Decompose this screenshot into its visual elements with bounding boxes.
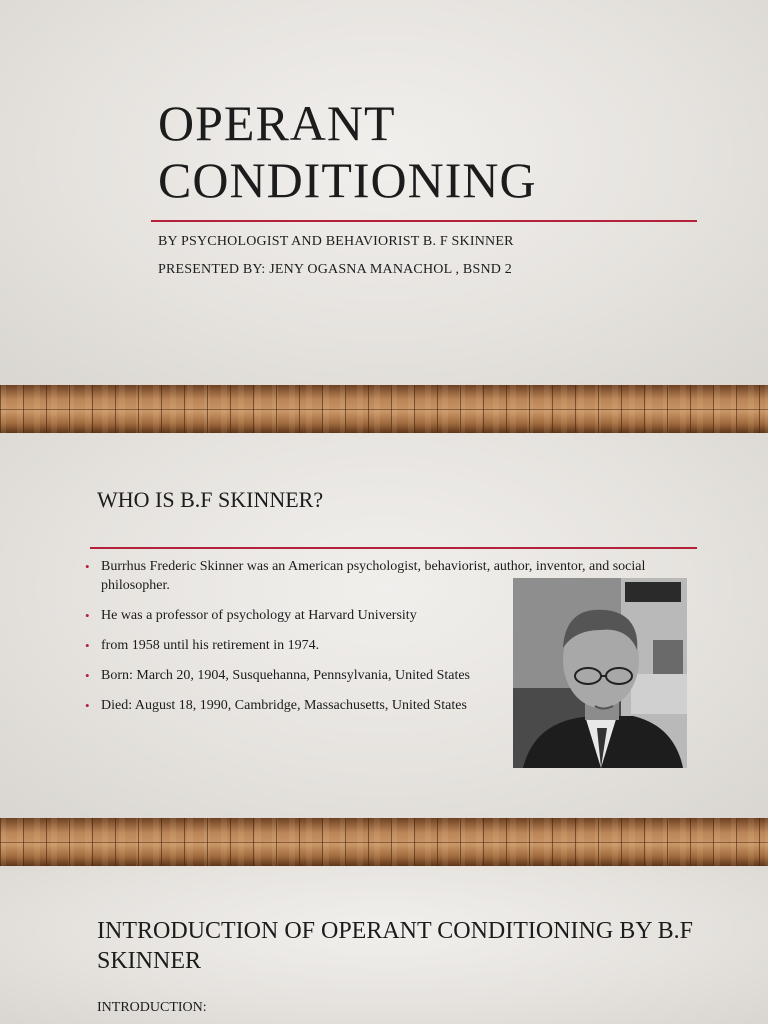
- title-slide: [0, 0, 768, 385]
- title-line-1: OPERANT: [158, 95, 396, 151]
- bullet-icon: •: [85, 638, 90, 653]
- title-divider: [90, 547, 697, 549]
- wood-floor-divider: [0, 385, 768, 433]
- subtitle-presenter: PRESENTED BY: JENY OGASNA MANACHOL , BSND 2: [158, 262, 512, 277]
- intro-label: INTRODUCTION:: [97, 1000, 207, 1015]
- intro-slide: [0, 866, 768, 1024]
- portrait-photo: [513, 578, 687, 768]
- bullet-icon: •: [85, 559, 90, 574]
- bullet-text: He was a professor of psychology at Harvard University: [101, 608, 417, 623]
- bio-slide: [0, 433, 768, 818]
- title-divider: [151, 220, 697, 222]
- slide-title: [158, 95, 537, 209]
- bullet-text: Died: August 18, 1990, Cambridge, Massachusetts, United States: [101, 698, 467, 713]
- bullet-text: from 1958 until his retirement in 1974.: [101, 638, 320, 653]
- wood-floor-divider: [0, 818, 768, 866]
- title-line-2: CONDITIONING: [158, 152, 537, 208]
- bullet-text: Burrhus Frederic Skinner was an American psychologist, behaviorist, author, inventor, and social philosopher.: [101, 559, 646, 593]
- bullet-icon: •: [85, 608, 90, 623]
- bullet-icon: •: [85, 698, 90, 713]
- bullet-text: Born: March 20, 1904, Susquehanna, Pennsylvania, United States: [101, 668, 471, 683]
- bullet-icon: •: [85, 668, 90, 683]
- slide-title: WHO IS B.F SKINNER?: [97, 487, 324, 512]
- slide-title: INTRODUCTION OF OPERANT CONDITIONING BY B.F SKINNER: [97, 918, 694, 974]
- subtitle-author: BY PSYCHOLOGIST AND BEHAVIORIST B. F SKINNER: [158, 234, 514, 249]
